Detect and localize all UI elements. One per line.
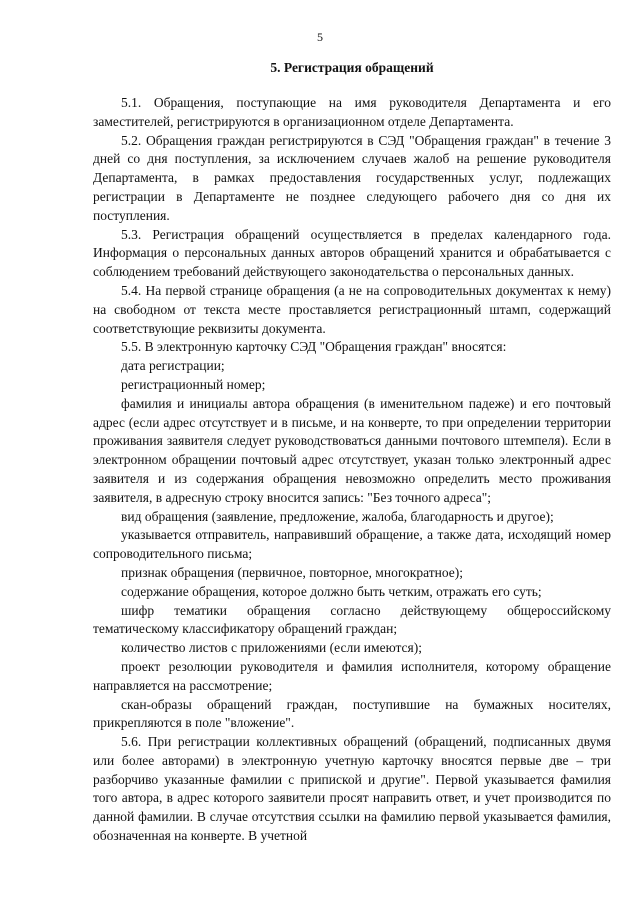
list-item-sender: указывается отправитель, направивший обращение, а также дата, исходящий номер сопроводительного письма; xyxy=(93,527,611,562)
list-item-topic-code: шифр тематики обращения согласно действующему общероссийскому тематическому классификатору обращений граждан; xyxy=(93,602,611,637)
paragraph-5-1: 5.1. Обращения, поступающие на имя руководителя Департамента и его заместителей, регистрируются в организационном отделе Департамента. xyxy=(93,95,611,129)
list-item-appeal-sign: признак обращения (первичное, повторное, многократное); xyxy=(121,564,464,580)
document-body xyxy=(93,94,611,846)
list-item-content: содержание обращения, которое должно быть четким, отражать его суть; xyxy=(121,583,542,599)
paragraph-5-2: 5.2. Обращения граждан регистрируются в СЭД "Обращения граждан" в течение 3 дней со дня поступления, за исключением случаев жалоб на решение руководителя Департамента, в рамках предоставления государственных услуг, подлежащих регистрации в Департаменте не позднее следующего рабочего дня со дня их поступления. xyxy=(93,132,611,223)
list-item-registration-number: регистрационный номер; xyxy=(121,376,266,392)
paragraph-5-6: 5.6. При регистрации коллективных обращений (обращений, подписанных двумя или более авторами) в электронную учетную карточку вносятся первые две – три разборчиво указанные фамилии с припиской и другие". Первой указывается фамилия того автора, в адрес которого заявители просят направить ответ, и учет производится по данной фамилии. В случае отсутствия ссылки на фамилию первой указывается фамилия, обозначенная на конверте. В учетной xyxy=(93,734,611,844)
list-item-appeal-type: вид обращения (заявление, предложение, жалоба, благодарность и другое); xyxy=(121,508,554,524)
paragraph-5-5: 5.5. В электронную карточку СЭД "Обращения граждан" вносятся: xyxy=(121,339,507,355)
paragraph-5-3: 5.3. Регистрация обращений осуществляется в пределах календарного года. Информация о персональных данных авторов обращений хранится и обрабатывается с соблюдением требований действующего законодательства о персональных данных. xyxy=(93,226,611,280)
list-item-registration-date: дата регистрации; xyxy=(121,358,225,374)
paragraph-5-4: 5.4. На первой странице обращения (а не на сопроводительных документах к нему) на свободном от текста месте проставляется регистрационный штамп, содержащий соответствующие реквизиты документа. xyxy=(93,282,611,336)
list-item-author-address: фамилия и инициалы автора обращения (в именительном падеже) и его почтовый адрес (если адрес отсутствует и в письме, и на конверте, то при определении территории проживания заявителя следует руководствоваться данными почтового штемпеля). Если в электронном обращении почтовый адрес отсутствует, указан только электронный адрес заявителя и из содержания обращения невозможно определить место проживания заявителя, в адресную строку вносится запись: "Без точного адреса"; xyxy=(93,395,611,505)
list-item-resolution-draft: проект резолюции руководителя и фамилия исполнителя, которому обращение направляется на рассмотрение; xyxy=(93,658,611,693)
page-number: 5 xyxy=(317,30,323,44)
list-item-scans: скан-образы обращений граждан, поступившие на бумажных носителях, прикрепляются в поле "вложение". xyxy=(93,696,611,731)
section-title: 5. Регистрация обращений xyxy=(270,60,434,75)
list-item-sheet-count: количество листов с приложениями (если имеются); xyxy=(121,640,422,656)
